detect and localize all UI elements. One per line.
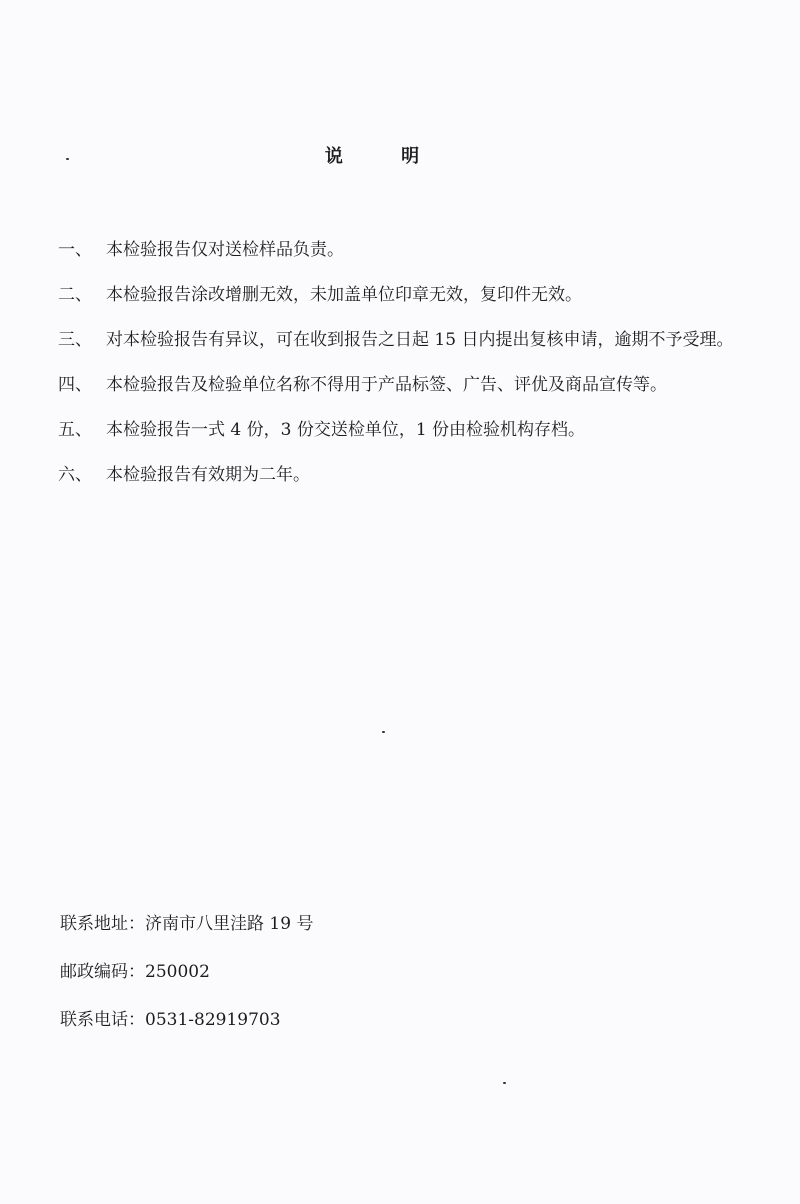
note-item [58,273,738,318]
note-number: 一、 [58,240,92,260]
scan-speck [66,158,69,160]
note-text: 对本检验报告有异议，可在收到报告之日起 15 日内提出复核申请，逾期不予受理。 [106,330,734,350]
seal-stamp-icon [778,510,800,710]
note-number: 二、 [58,285,92,305]
note-text: 本检验报告及检验单位名称不得用于产品标签、广告、评优及商品宣传等。 [106,375,667,395]
page-title: 说 明 [324,146,446,167]
note-item [58,363,738,408]
note-text: 本检验报告仅对送检样品负责。 [106,240,344,260]
contact-phone: 联系电话：0531-82919703 [60,1010,281,1030]
note-item [58,228,738,273]
note-number: 四、 [58,375,92,395]
notes-list [58,228,738,498]
note-number: 三、 [58,330,92,350]
note-number: 六、 [58,465,92,485]
note-item [58,453,738,498]
note-text: 本检验报告涂改增删无效，未加盖单位印章无效，复印件无效。 [106,285,582,305]
scan-speck [382,731,385,733]
note-text: 本检验报告有效期为二年。 [106,465,310,485]
contact-info [60,900,313,1044]
note-number: 五、 [58,420,92,440]
contact-postcode: 邮政编码：250002 [60,962,210,982]
note-item [58,318,738,363]
scan-speck [503,1082,506,1084]
note-text: 本检验报告一式 4 份，3 份交送检单位，1 份由检验机构存档。 [106,420,586,440]
note-item [58,408,738,453]
contact-address: 联系地址：济南市八里洼路 19 号 [60,914,314,934]
